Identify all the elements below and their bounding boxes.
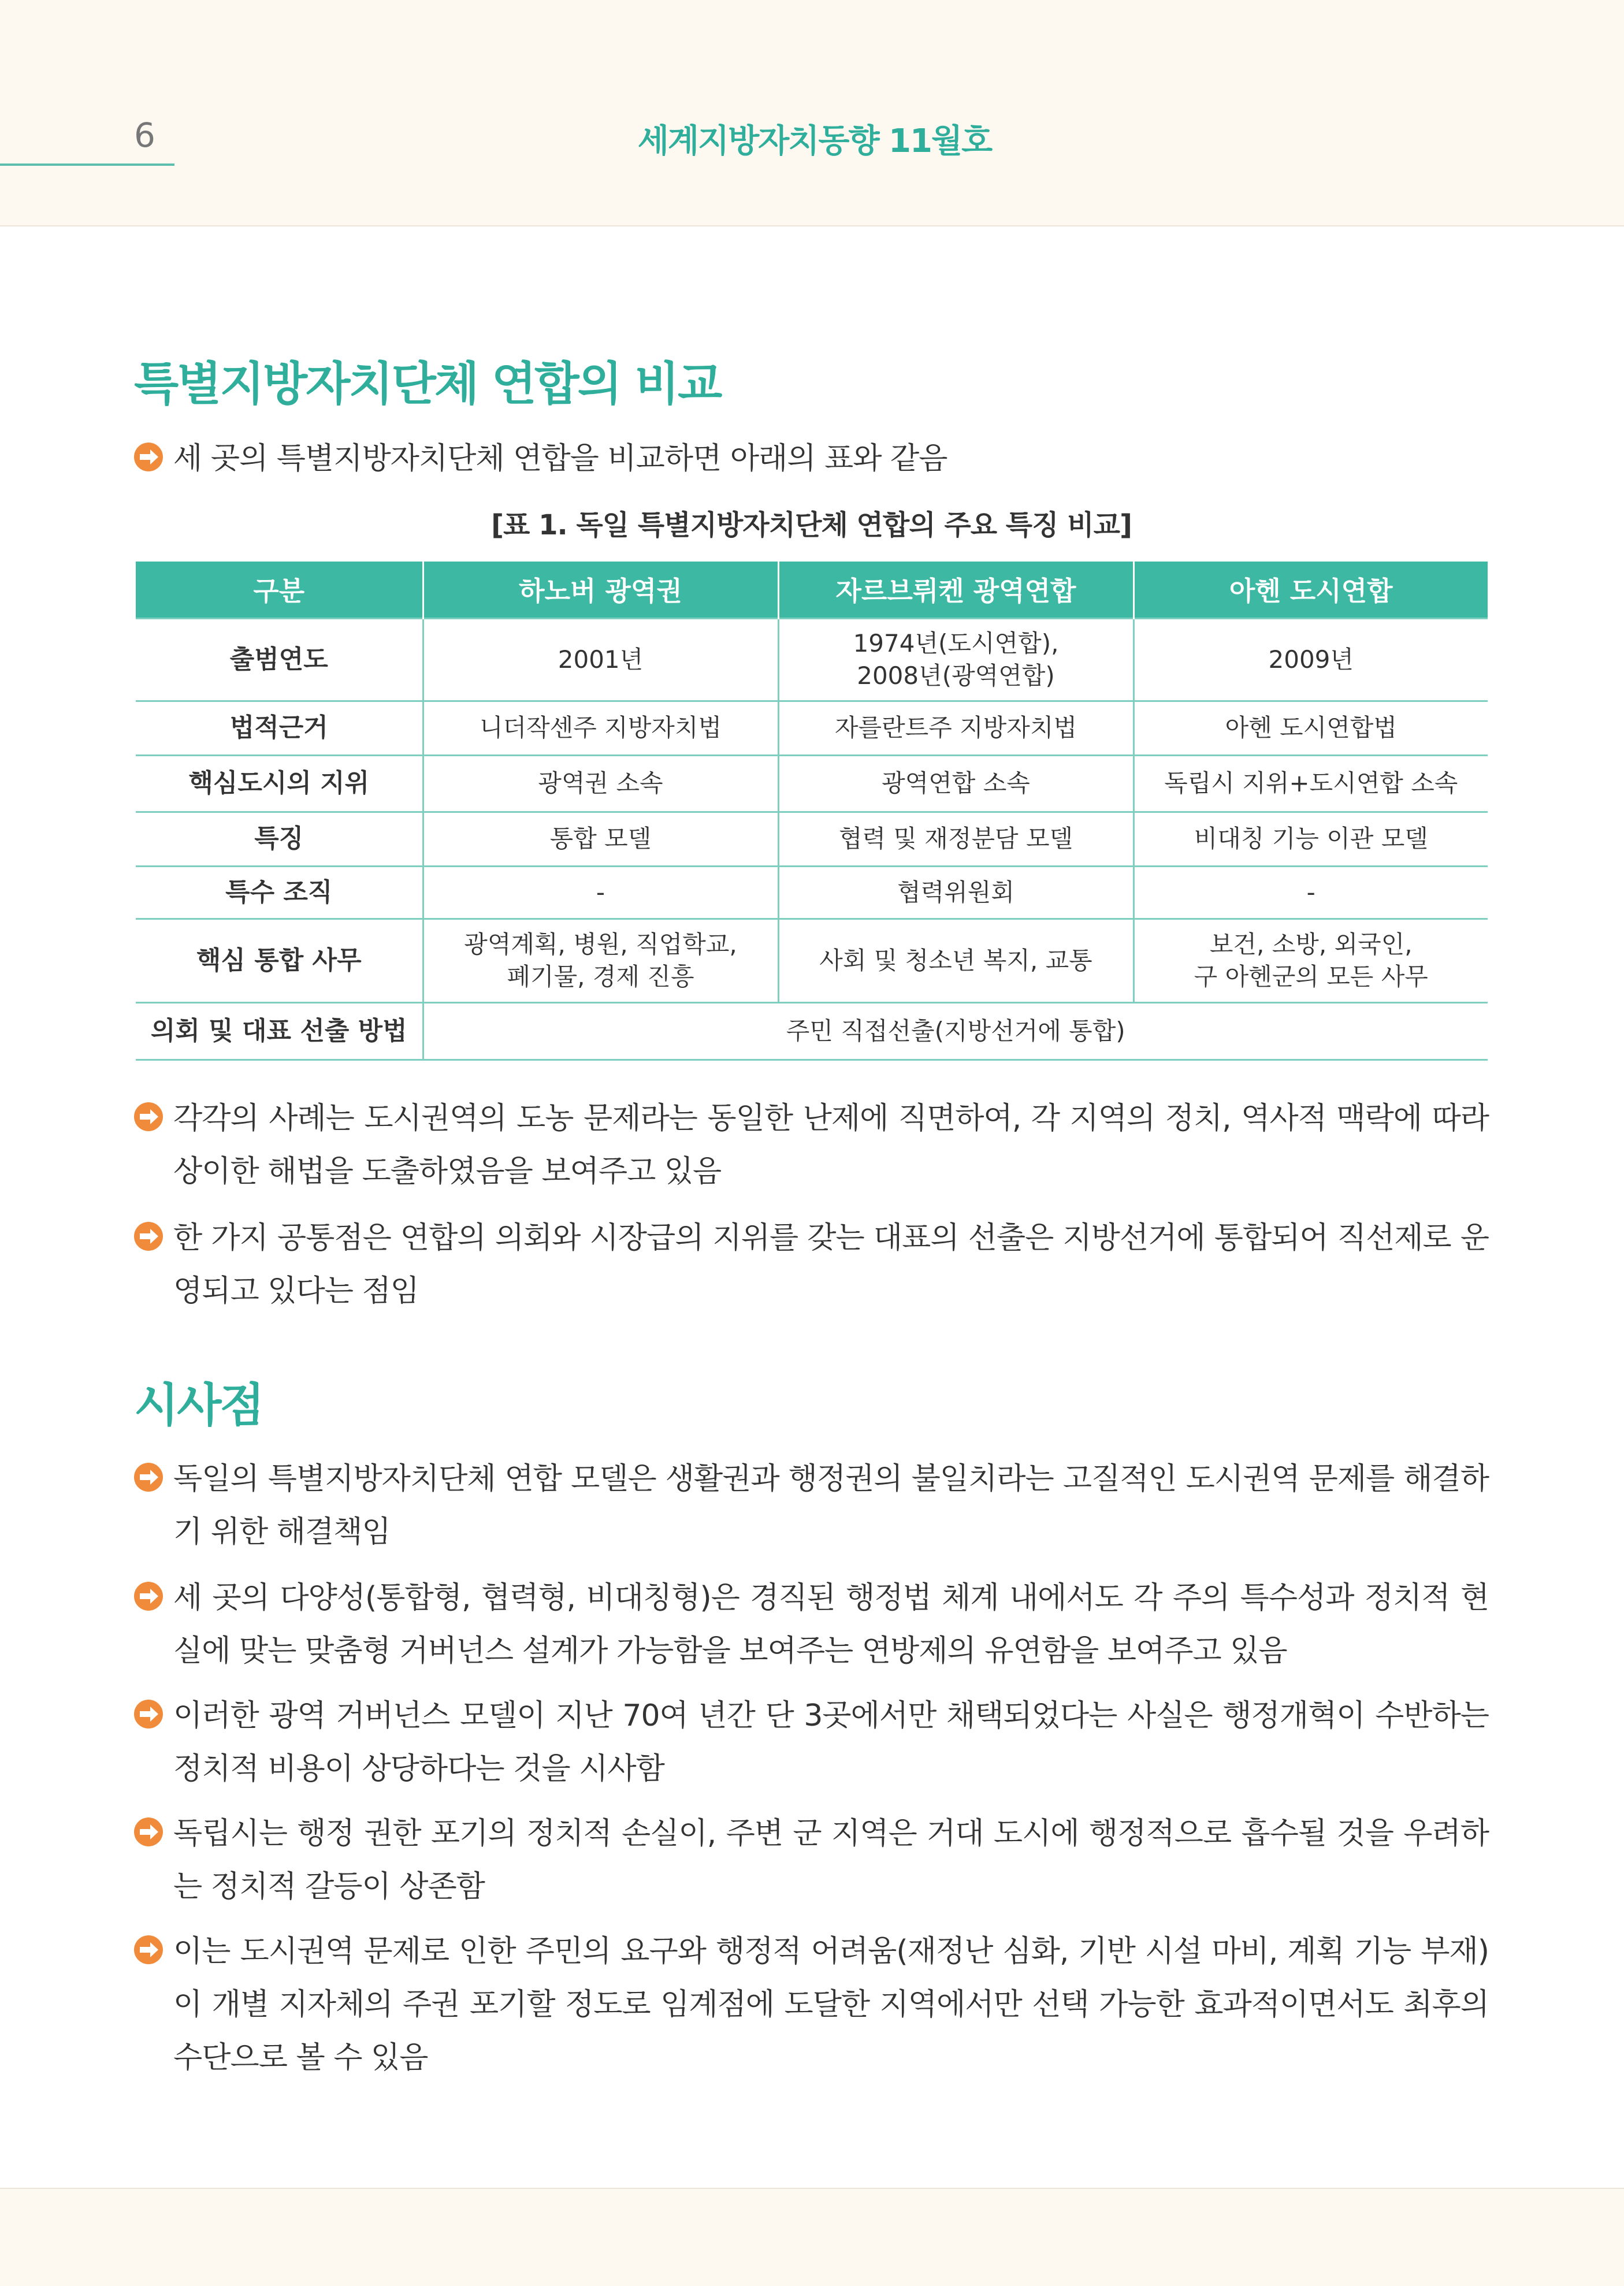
row-label: 핵심 통합 사무 (136, 919, 423, 1002)
list-item (134, 1807, 1489, 1913)
table-row (136, 1002, 1488, 1060)
table-cell: 2009년 (1134, 618, 1488, 701)
table-cell (423, 919, 778, 1002)
bullet-text: 이러한 광역 거버넌스 모델이 지난 70여 년간 단 3곳에서만 채택되었다는 사실은 행정개혁이 수반하는 정치적 비용이 상당하다는 것을 시사함 (173, 1698, 1489, 1786)
bullet-text: 세 곳의 다양성(통합형, 협력형, 비대칭형)은 경직된 행정법 체계 내에서도 각 주의 특수성과 정치적 현실에 맞는 맞춤형 거버넌스 설계가 가능함을 보여주는 연방제의 유연함을 보여주고 있음 (173, 1581, 1489, 1668)
section-title-implications: 시사점 (134, 1378, 263, 1432)
bullet-text: 독립시는 행정 권한 포기의 정치적 손실이, 주변 군 지역은 거대 도시에 행정적으로 흡수될 것을 우려하는 정치적 갈등이 상존함 (173, 1816, 1489, 1904)
table-cell: 협력위원회 (778, 866, 1134, 919)
arrow-right-circle-icon (134, 1582, 163, 1611)
table-cell: 니더작센주 지방자치법 (423, 701, 778, 755)
row-label: 출범연도 (136, 618, 423, 701)
row-label: 의회 및 대표 선출 방법 (136, 1002, 423, 1060)
arrow-right-circle-icon (134, 1463, 163, 1492)
bullet-text: 세 곳의 특별지방자치단체 연합을 비교하면 아래의 표와 같음 (173, 441, 947, 476)
table-cell (1134, 919, 1488, 1002)
bullet-text: 한 가지 공통점은 연합의 의회와 시장급의 지위를 갖는 대표의 선출은 지방선거에 통합되어 직선제로 운영되고 있다는 점임 (173, 1221, 1489, 1309)
bullet-text: 독일의 특별지방자치단체 연합 모델은 생활권과 행정권의 불일치라는 고질적인 도시권역 문제를 해결하기 위한 해결책임 (173, 1462, 1489, 1549)
row-label: 법적근거 (136, 701, 423, 755)
table-row (136, 701, 1488, 755)
column-header: 하노버 광역권 (423, 562, 778, 618)
cell-line: 보건, 소방, 외국인, (1209, 930, 1413, 958)
list-item (134, 1689, 1489, 1796)
table-row (136, 812, 1488, 866)
cell-line: 2008년(광역연합) (857, 661, 1055, 690)
cell-line: 구 아헨군의 모든 사무 (1194, 962, 1428, 991)
list-item (134, 1211, 1489, 1318)
page-header (0, 0, 1624, 226)
arrow-right-circle-icon (134, 1700, 163, 1729)
publication-title: 세계지방자치동향 11월호 (637, 122, 992, 160)
row-label: 핵심도시의 지위 (136, 755, 423, 812)
table-cell: - (1134, 866, 1488, 919)
cell-line: 광역계획, 병원, 직업학교, (464, 930, 737, 958)
page-number: 6 (134, 116, 155, 155)
list-item (134, 1092, 1489, 1198)
table-cell: 광역권 소속 (423, 755, 778, 812)
table-cell: - (423, 866, 778, 919)
table-row (136, 755, 1488, 812)
column-header: 아헨 도시연합 (1134, 562, 1488, 618)
cell-line: 폐기물, 경제 진흥 (507, 962, 694, 991)
cell-line: 1974년(도시연합), (853, 629, 1059, 657)
arrow-right-circle-icon (134, 1222, 163, 1251)
table-row (136, 866, 1488, 919)
list-item (134, 1452, 1489, 1559)
row-label: 특수 조직 (136, 866, 423, 919)
table-cell: 광역연합 소속 (778, 755, 1134, 812)
arrow-right-circle-icon (134, 1935, 163, 1964)
table-cell: 독립시 지위+도시연합 소속 (1134, 755, 1488, 812)
page-footer (0, 2188, 1624, 2286)
column-header: 자르브뤼켄 광역연합 (778, 562, 1134, 618)
table-row (136, 618, 1488, 701)
table-cell: 사회 및 청소년 복지, 교통 (778, 919, 1134, 1002)
section-title-comparison: 특별지방자치단체 연합의 비교 (134, 357, 721, 411)
intro-bullet (134, 432, 1489, 485)
bullet-text: 이는 도시권역 문제로 인한 주민의 요구와 행정적 어려움(재정난 심화, 기반 시설 마비, 계획 기능 부재)이 개별 지자체의 주권 포기할 정도로 임계점에 도달한 지역에서만 선택 가능한 효과적이면서도 최후의 수단으로 볼 수 있음 (173, 1934, 1489, 2075)
table-cell: 아헨 도시연합법 (1134, 701, 1488, 755)
table-cell (778, 618, 1134, 701)
arrow-right-circle-icon (134, 1102, 163, 1131)
table-cell-merged: 주민 직접선출(지방선거에 통합) (423, 1002, 1488, 1060)
table-caption: [표 1. 독일 특별지방자치단체 연합의 주요 특징 비교] (491, 509, 1132, 541)
table-cell: 통합 모델 (423, 812, 778, 866)
arrow-right-circle-icon (134, 1817, 163, 1846)
table-row (136, 919, 1488, 1002)
table-cell: 2001년 (423, 618, 778, 701)
arrow-right-circle-icon (134, 443, 163, 471)
table-cell: 비대칭 기능 이관 모델 (1134, 812, 1488, 866)
list-item (134, 1571, 1489, 1678)
header-rule (0, 163, 174, 166)
table-header-row (136, 562, 1488, 618)
list-item (134, 1925, 1489, 2084)
bullet-text: 각각의 사례는 도시권역의 도농 문제라는 동일한 난제에 직면하여, 각 지역의 정치, 역사적 맥락에 따라 상이한 해법을 도출하였음을 보여주고 있음 (173, 1101, 1489, 1189)
row-label: 특징 (136, 812, 423, 866)
column-header: 구분 (136, 562, 423, 618)
comparison-table (136, 562, 1488, 1061)
table-cell: 협력 및 재정분담 모델 (778, 812, 1134, 866)
table-cell: 자를란트주 지방자치법 (778, 701, 1134, 755)
